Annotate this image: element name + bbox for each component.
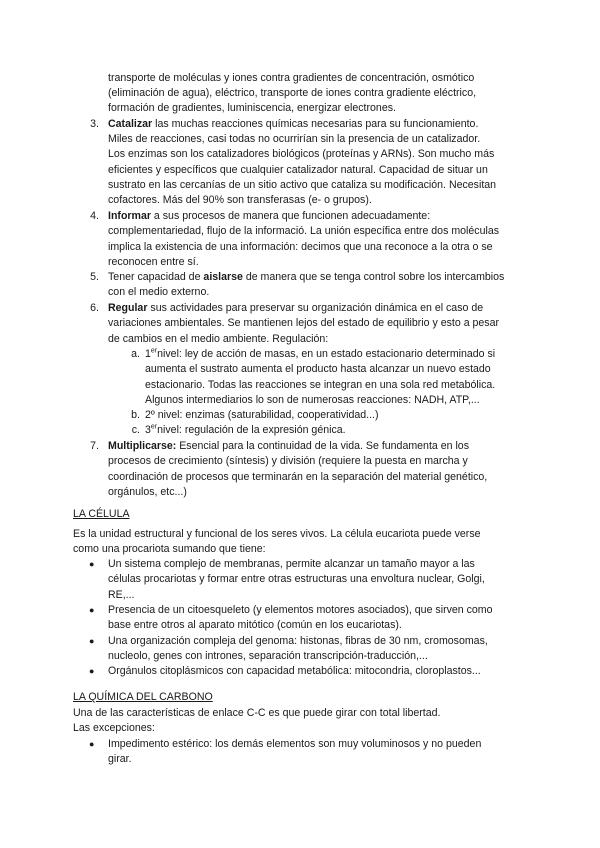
bullet-icon: ●: [89, 739, 95, 749]
text-line: coordinación de procesos que terminarán en la separación del material genético,: [108, 471, 488, 483]
paragraph-line: como una procariota sumando que tiene:: [73, 543, 266, 555]
text-line: células procariotas y formar entre otras estructuras una envoltura nuclear, Golgi,: [108, 573, 485, 585]
text-line: Los enzimas son los catalizadores biológicos (proteínas y ARNs). Son mucho más: [108, 148, 495, 160]
text-line: procesos de crecimiento (síntesis) y división (requiere la puesta en marcha y: [108, 455, 468, 467]
paragraph-line: Las excepciones:: [73, 722, 155, 734]
paragraph-line: Es la unidad estructural y funcional de los seres vivos. La célula eucariota puede verse: [73, 528, 481, 540]
text-line: sustrato en las cercanías de un sitio activo que cataliza su modificación. Necesitan: [108, 179, 497, 191]
text-line: estacionario. Todas las reacciones se integran en una sola red metabólica.: [145, 379, 496, 391]
bold-term: Multiplicarse:: [108, 440, 177, 452]
bullet-icon: ●: [89, 559, 95, 569]
sublist-letter: c.: [131, 424, 140, 436]
bold-term: Catalizar: [108, 118, 153, 130]
sublist-item-line: 1ernivel: ley de acción de masas, en un estado estacionario determinado si: [145, 347, 496, 360]
list-item-line: Informar a sus procesos de manera que funcionen adecuadamente:: [108, 210, 431, 222]
text-line: orgánulos, etc...): [108, 486, 187, 498]
text-line: Miles de reacciones, casi todas no ocurrirían sin la presencia de un catalizador.: [108, 133, 481, 145]
text-line: nucleolo, genes con intrones, separación transcripción-traducción,...: [108, 650, 428, 662]
list-number: 3.: [90, 118, 99, 130]
paragraph-line: Una de las características de enlace C-C es que puede girar con total libertad.: [73, 707, 441, 719]
list-number: 7.: [90, 440, 99, 452]
text-line: Algunos intermediarios lo son de numerosas reacciones: NADH, ATP,...: [145, 394, 480, 406]
text-line: transporte de moléculas y iones contra gradientes de concentración, osmótico: [108, 72, 475, 84]
bullet-icon: ●: [89, 666, 95, 676]
bullet-icon: ●: [89, 636, 95, 646]
text-line: cofactores. Más del 90% son transferasas (e- o grupos).: [108, 194, 372, 206]
bullet-item-line: Impedimento estérico: los demás elementos son muy voluminosos y no pueden: [108, 738, 482, 750]
text-line: variaciones ambientales. Se mantienen lejos del estado de equilibrio y esto a pesar: [108, 317, 500, 329]
bullet-item-line: Orgánulos citoplásmicos con capacidad metabólica: mitocondria, cloroplastos...: [108, 665, 481, 677]
bold-term: Regular: [108, 302, 148, 314]
bullet-item-line: Una organización compleja del genoma: histonas, fibras de 30 nm, cromosomas,: [108, 635, 488, 647]
list-number: 6.: [90, 302, 99, 314]
sublist-letter: b.: [131, 409, 140, 421]
text-line: (eliminación de agua), eléctrico, transporte de iones contra gradiente eléctrico,: [108, 87, 477, 99]
sublist-letter: a.: [131, 348, 140, 360]
sublist-item-line: 2º nivel: enzimas (saturabilidad, cooperatividad...): [145, 409, 379, 421]
list-item-line: Regular sus actividades para preservar su organización dinámica en el caso de: [108, 302, 484, 314]
bold-term: aislarse: [203, 271, 243, 283]
text-line: con el medio externo.: [108, 286, 210, 298]
text-line: implica la existencia de una información: decimos que una reconoce a la otra o se: [108, 241, 493, 253]
list-number: 4.: [90, 210, 99, 222]
text-line: reconocen entre sí.: [108, 256, 199, 268]
section-heading: LA QUÍMICA DEL CARBONO: [73, 691, 213, 703]
text-line: RE,...: [108, 589, 135, 601]
list-item-line: Multiplicarse: Esencial para la continuidad de la vida. Se fundamenta en los: [108, 440, 469, 452]
list-item-line: Tener capacidad de aislarse de manera que se tenga control sobre los intercambios: [108, 271, 505, 283]
bullet-item-line: Presencia de un citoesqueleto (y elementos motores asociados), que sirven como: [108, 604, 493, 616]
bold-term: Informar: [108, 210, 151, 222]
bullet-icon: ●: [89, 605, 95, 615]
text-line: eficientes y específicos que cualquier catalizador natural. Capacidad de situar un: [108, 164, 488, 176]
text-line: complementariedad, flujo de la informació. La unión específica entre dos moléculas: [108, 225, 500, 237]
text-line: aumenta el sustrato aumenta el producto hasta alcanzar un nuevo estado: [145, 363, 491, 375]
text-line: base entre otros al aparato mitótico (común en los eucariotas).: [108, 619, 402, 631]
text-line: de cambios en el medio ambiente. Regulación:: [108, 333, 329, 345]
bullet-item-line: Un sistema complejo de membranas, permite alcanzar un tamaño mayor a las: [108, 558, 475, 570]
section-heading: LA CÉLULA: [73, 508, 130, 520]
sublist-item-line: 3ernivel: regulación de la expresión génica.: [145, 423, 346, 436]
text-line: girar.: [108, 753, 132, 765]
text-line: formación de gradientes, luminiscencia, energizar electrones.: [108, 102, 396, 114]
list-number: 5.: [90, 271, 99, 283]
list-item-line: Catalizar las muchas reacciones químicas necesarias para su funcionamiento.: [108, 118, 479, 130]
